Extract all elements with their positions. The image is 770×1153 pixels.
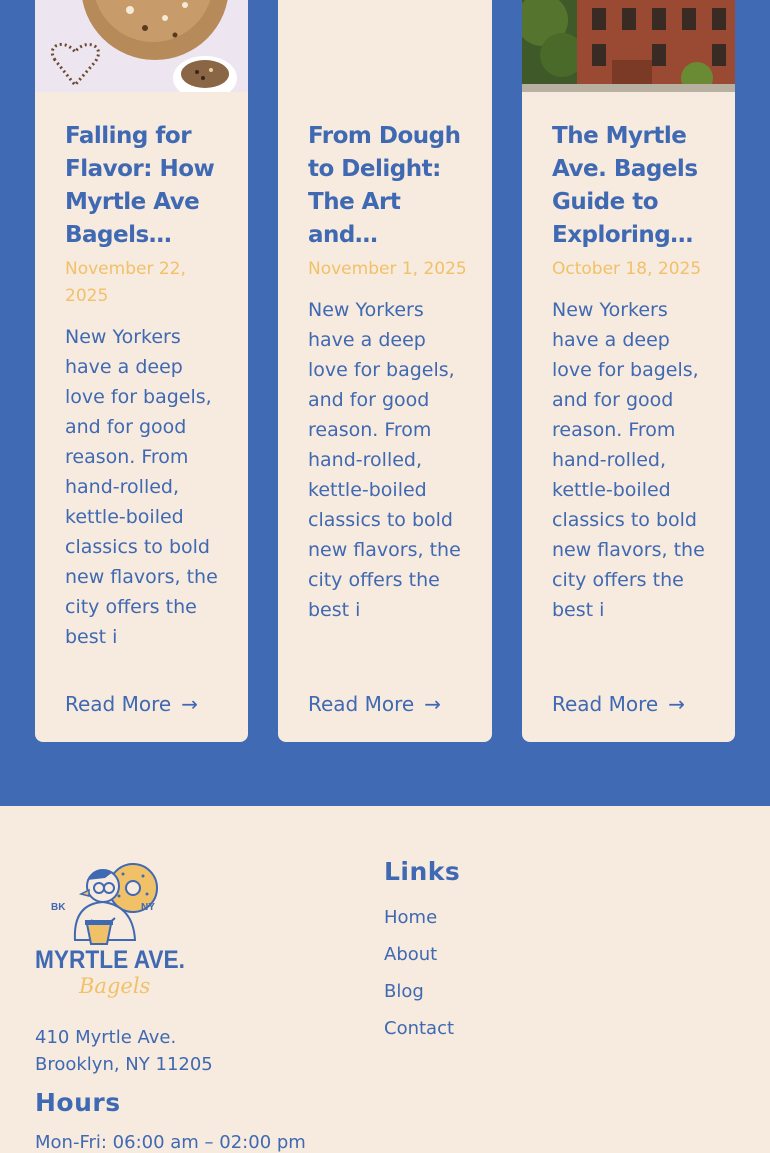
post-date: November 1, 2025	[308, 259, 467, 279]
logo-badge-right: NY	[141, 902, 155, 913]
card-body	[308, 120, 470, 625]
arrow-right-icon: →	[668, 692, 685, 716]
footer-link-item	[384, 979, 454, 1016]
card-body	[552, 120, 713, 625]
blog-card[interactable]	[278, 0, 492, 742]
blog-card[interactable]	[35, 0, 248, 742]
blog-card[interactable]	[522, 0, 735, 742]
logo-wordmark: MYRTLE AVE.	[35, 946, 185, 974]
footer-link-contact[interactable]: Contact	[384, 1018, 455, 1039]
footer-link-about[interactable]: About	[384, 944, 438, 965]
footer-links	[384, 905, 454, 1053]
address-line-2: Brooklyn, NY 11205	[35, 1054, 213, 1075]
footer-link-item	[384, 1016, 454, 1053]
read-more-label: Read More	[552, 692, 659, 716]
logo-badge-left: BK	[51, 902, 66, 913]
arrow-right-icon: →	[181, 692, 198, 716]
card-body	[65, 120, 226, 652]
read-more-label: Read More	[308, 692, 415, 716]
brownstone-street-photo[interactable]	[522, 0, 735, 92]
links-heading: Links	[384, 857, 461, 886]
site-footer	[0, 806, 770, 1153]
myrtle-ave-bagels-logo[interactable]	[35, 860, 187, 1000]
post-excerpt: New Yorkers have a deep love for bagels, and for good reason. From hand-rolled, kettle-boiled classics to bold new flavors, the city offers the best i	[308, 299, 461, 621]
footer-link-home[interactable]: Home	[384, 907, 438, 928]
arrow-right-icon: →	[424, 692, 441, 716]
post-date: October 18, 2025	[552, 259, 702, 279]
address	[35, 1024, 213, 1078]
hours-heading: Hours	[35, 1088, 121, 1117]
read-more-link[interactable]	[308, 688, 441, 720]
address-line-1: 410 Myrtle Ave.	[35, 1027, 177, 1048]
post-image[interactable]	[278, 0, 492, 92]
footer-link-item	[384, 942, 454, 979]
bagel-photo[interactable]	[35, 0, 248, 92]
post-excerpt: New Yorkers have a deep love for bagels, and for good reason. From hand-rolled, kettle-boiled classics to bold new flavors, the city offers the best i	[65, 326, 218, 648]
hours-text: Mon-Fri: 06:00 am – 02:00 pm	[35, 1132, 306, 1153]
post-title[interactable]: The Myrtle Ave. Bagels Guide to Exploring…	[552, 123, 698, 248]
footer-link-item	[384, 905, 454, 942]
logo-script: Bagels	[79, 974, 151, 998]
post-excerpt: New Yorkers have a deep love for bagels, and for good reason. From hand-rolled, kettle-boiled classics to bold new flavors, the city offers the best i	[552, 299, 705, 621]
read-more-link[interactable]	[552, 688, 685, 720]
post-title[interactable]: From Dough to Delight: The Art and…	[308, 123, 461, 248]
post-date: November 22, 2025	[65, 259, 186, 306]
footer-link-blog[interactable]: Blog	[384, 981, 424, 1002]
post-title[interactable]: Falling for Flavor: How Myrtle Ave Bagels…	[65, 123, 215, 248]
read-more-link[interactable]	[65, 688, 198, 720]
read-more-label: Read More	[65, 692, 172, 716]
